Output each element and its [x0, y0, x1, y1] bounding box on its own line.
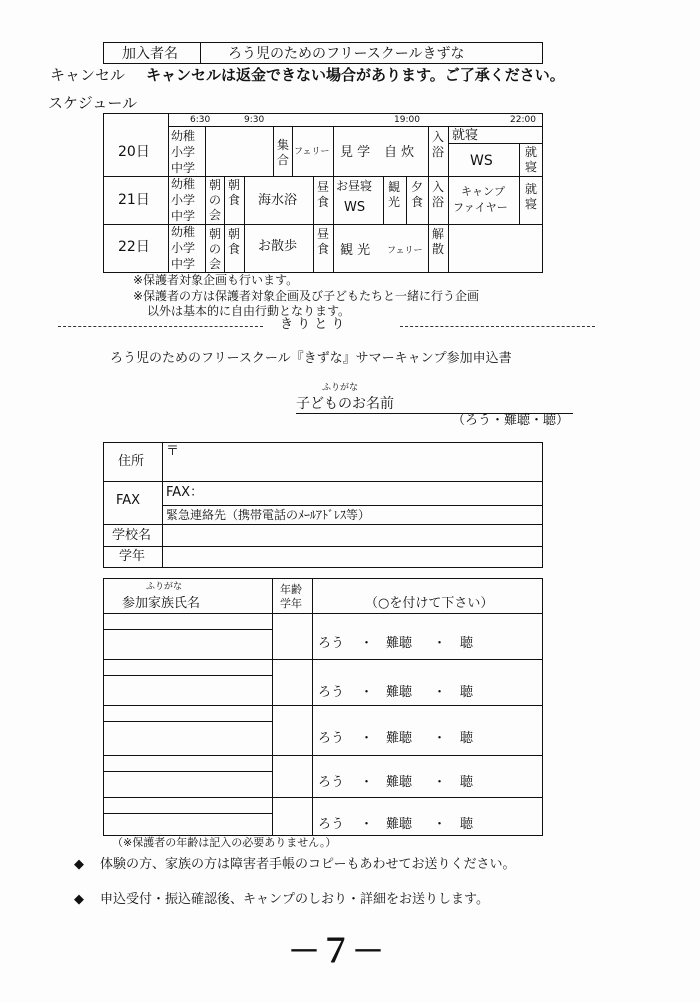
grade-kinder-3: 幼稚 [171, 225, 196, 239]
child-name-label: 子どものお名前 [296, 396, 394, 412]
fam-opt-dot-1b: ・ [433, 636, 447, 651]
child-hearing-options: （ろう・難聴・聴） [452, 413, 570, 428]
child-furigana: ふりがな [322, 383, 359, 393]
fam-row-4 [103, 797, 543, 798]
d21-ws: WS [344, 200, 366, 215]
postal-mark: 〒 [166, 444, 180, 459]
family-note: （※保護者の年齢は記入の必要ありません。） [112, 836, 337, 849]
fam-opt-chou-2[interactable]: 聴 [460, 685, 474, 700]
d21-bath: 入浴 [431, 180, 444, 209]
d21-line-g [428, 176, 429, 273]
schedule-note-2: ※保護者の方は保護者対象企画及び子どもたちと一緒に行う企画 [133, 289, 480, 303]
member-divider [200, 42, 201, 64]
fam-opt-rou-5[interactable]: ろう [318, 817, 345, 832]
school-label: 学校名 [112, 528, 152, 543]
bullet-diamond-icon-2: ◆ [74, 892, 84, 907]
d21-lunch: 昼食 [316, 180, 329, 209]
grade-elem-3: 小学 [171, 241, 196, 255]
fam-opt-dot-3a: ・ [360, 731, 374, 746]
grade-kinder-2: 幼稚 [171, 177, 196, 191]
fam-opt-dot-3b: ・ [433, 731, 447, 746]
schedule-time-row-line [168, 126, 543, 127]
fam-name-sub-1 [103, 629, 272, 630]
d20-line-c [333, 126, 334, 176]
d21-camp: キャンプ [461, 185, 505, 198]
fam-name-sub-2 [103, 675, 272, 676]
d20-sleep: 就寝 [452, 128, 479, 143]
fam-opt-dot-1a: ・ [360, 636, 374, 651]
fam-opt-dot-2a: ・ [360, 685, 374, 700]
fam-opt-nanchou-5[interactable]: 難聴 [386, 817, 413, 832]
d22-ferry: フェリー [387, 246, 423, 256]
d22-dismiss: 解散 [431, 227, 444, 256]
schedule-label: スケジュール [48, 94, 138, 112]
d21-breakfast: 朝食 [227, 178, 240, 207]
fam-opt-nanchou-1[interactable]: 難聴 [386, 636, 413, 651]
time-0630: 6:30 [190, 115, 211, 125]
d21-swim: 海水浴 [258, 193, 298, 208]
fam-opt-chou-5[interactable]: 聴 [460, 817, 474, 832]
d22-walk: お散歩 [258, 239, 298, 254]
member-label: 加入者名 [122, 46, 178, 62]
fam-opt-dot-5b: ・ [433, 817, 447, 832]
time-0930: 9:30 [244, 115, 265, 125]
d20-line-g [448, 143, 543, 144]
day-20: 20日 [118, 144, 150, 160]
fax-label: FAX [116, 493, 141, 508]
day-col-line [168, 113, 169, 273]
cut-line-left [58, 326, 263, 327]
time-2200: 22:00 [510, 115, 536, 125]
d20-line-f [519, 143, 520, 176]
family-age-header-2: 学年 [280, 597, 302, 610]
d21-line-h [448, 176, 449, 273]
d20-ferry: フェリー [294, 147, 330, 157]
fam-opt-rou-3[interactable]: ろう [318, 731, 345, 746]
d21-line-i [519, 176, 520, 224]
grade-junior-2: 中学 [171, 209, 196, 223]
fam-opt-dot-2b: ・ [433, 685, 447, 700]
d20-visit: 見 学 [340, 145, 371, 160]
emergency-label: 緊急連絡先（携帯電話のﾒｰﾙｱﾄﾞﾚｽ等） [166, 508, 371, 522]
d21-sightseeing: 観光 [387, 180, 400, 209]
address-field[interactable] [180, 444, 540, 479]
fam-opt-dot-4b: ・ [433, 775, 447, 790]
grade-junior-3: 中学 [171, 257, 196, 271]
fam-opt-dot-5a: ・ [360, 817, 374, 832]
d20-bath: 入浴 [431, 130, 444, 159]
address-label: 住所 [118, 454, 145, 469]
d21-line-c [313, 176, 314, 273]
contact-sep-3 [103, 524, 543, 525]
contact-sep-2 [162, 505, 543, 506]
d20-line-e [448, 126, 449, 176]
contact-sep-4 [103, 546, 543, 547]
family-name-header: 参加家族氏名 [122, 596, 201, 611]
grade-junior-1: 中学 [171, 161, 196, 175]
bullet-text-1: 体験の方、家族の方は障害者手帳のコピーもあわせてお送りください。 [100, 857, 516, 872]
page-number: －７－ [288, 932, 385, 970]
d20-line-b [292, 126, 293, 176]
d21-line-e [383, 176, 384, 224]
fam-opt-rou-4[interactable]: ろう [318, 775, 345, 790]
d21-sleep: 就寝 [524, 182, 537, 211]
d21-morning-meeting: 朝の会 [208, 178, 221, 222]
grade-kinder-1: 幼稚 [171, 129, 196, 143]
grade-label: 学年 [119, 549, 146, 564]
d22-sightseeing: 観 光 [340, 243, 371, 258]
d20-line-a [273, 126, 274, 176]
family-header-line [103, 613, 543, 614]
fam-row-2 [103, 705, 543, 706]
fam-row-3 [103, 755, 543, 756]
d21-line-a [224, 176, 225, 273]
fam-opt-chou-4[interactable]: 聴 [460, 775, 474, 790]
d22-lunch: 昼食 [316, 227, 329, 256]
day-21: 21日 [118, 192, 150, 208]
time-1900: 19:00 [394, 115, 420, 125]
fam-name-sub-4 [103, 771, 272, 772]
cancel-text: キャンセルは返金できない場合があります。ご了承ください。 [146, 66, 565, 84]
schedule-note-1: ※保護者対象企画も行います。 [133, 273, 299, 287]
grade-field[interactable] [164, 548, 540, 566]
d20-ws: WS [470, 153, 493, 169]
fam-opt-rou-2[interactable]: ろう [318, 685, 345, 700]
schedule-note-3: 以外は基本的に自由行動となります。 [147, 304, 351, 318]
school-field[interactable] [164, 526, 540, 544]
family-furigana: ふりがな [146, 582, 183, 592]
form-title: ろう児のためのフリースクール『きずな』サマーキャンプ参加申込書 [110, 351, 512, 366]
day-22: 22日 [118, 239, 150, 255]
d21-line-b [244, 176, 245, 273]
d22-breakfast: 朝食 [227, 227, 240, 256]
cut-label: き り と り [280, 317, 345, 332]
d21-line-f [406, 176, 407, 224]
cut-line-right [400, 326, 595, 327]
fax-field-label: FAX： [166, 485, 204, 500]
contact-sep-1 [103, 481, 543, 482]
d20-line-d [428, 126, 429, 176]
d21-fire: ファイヤー [453, 201, 508, 214]
fam-opt-nanchou-3[interactable]: 難聴 [386, 731, 413, 746]
d20-cook: 自 炊 [384, 145, 415, 160]
d20-sleep-2: 就寝 [524, 145, 537, 174]
fam-row-1 [103, 659, 543, 660]
d21-line-d [333, 176, 334, 273]
fam-opt-nanchou-4[interactable]: 難聴 [386, 775, 413, 790]
fam-opt-nanchou-2[interactable]: 難聴 [386, 685, 413, 700]
family-circle-header: （○を付けて下さい） [365, 596, 494, 611]
fam-name-sub-5 [103, 813, 272, 814]
family-age-header-1: 年齢 [280, 583, 302, 596]
bullet-diamond-icon-1: ◆ [74, 857, 84, 872]
d21-nap: お昼寝 [336, 179, 373, 193]
d20-gather: 集合 [276, 138, 289, 167]
fax-field[interactable] [212, 483, 540, 503]
day-sep-1 [103, 176, 543, 177]
cancel-label: キャンセル [50, 66, 126, 84]
fam-name-sub-3 [103, 721, 272, 722]
day-sep-2 [103, 224, 543, 225]
fam-opt-rou-1[interactable]: ろう [318, 636, 345, 651]
grade-elem-2: 小学 [171, 193, 196, 207]
d21-dinner: 夕食 [410, 180, 423, 209]
fam-opt-dot-4a: ・ [360, 775, 374, 790]
fam-opt-chou-3[interactable]: 聴 [460, 731, 474, 746]
grade-col-line [205, 126, 206, 273]
grade-elem-1: 小学 [171, 145, 196, 159]
fam-opt-chou-1[interactable]: 聴 [460, 636, 474, 651]
d22-morning-meeting: 朝の会 [208, 227, 221, 271]
member-value: ろう児のためのフリースクールきずな [228, 46, 465, 62]
bullet-text-2: 申込受付・振込確認後、キャンプのしおり・詳細をお送りします。 [100, 892, 489, 907]
